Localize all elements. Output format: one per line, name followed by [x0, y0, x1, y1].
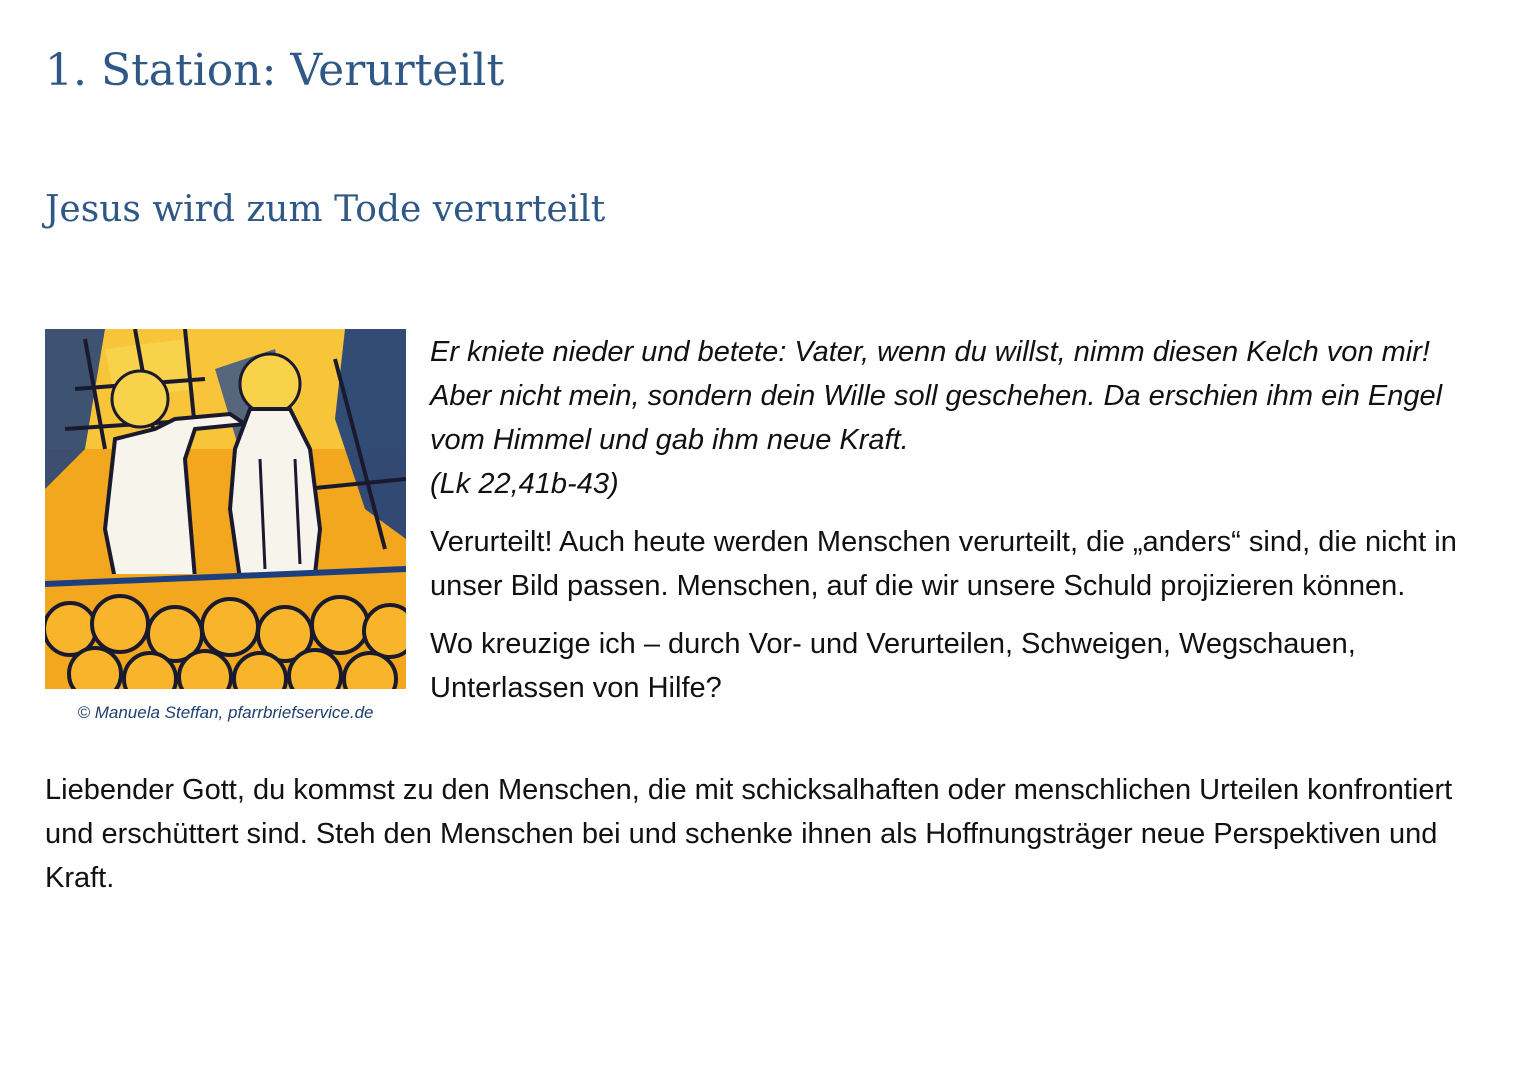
content-column	[430, 330, 1480, 724]
painting-image	[45, 329, 406, 689]
prayer-paragraph: Liebender Gott, du kommst zu den Menschen, die mit schicksalhaften oder menschlichen Urteilen konfrontiert und erschüttert sind. Steh den Menschen bei und schenke ihnen als Hoffnungsträger neue Perspektiven und Kraft.	[45, 774, 1453, 894]
reflection-paragraph: Verurteilt! Auch heute werden Menschen verurteilt, die „anders“ sind, die nicht in unser Bild passen. Menschen, auf die wir unsere Schuld projizieren können.	[430, 526, 1457, 602]
page-title: 1. Station: Verurteilt	[45, 45, 505, 96]
quote-text: Er kniete nieder und betete: Vater, wenn du willst, nimm diesen Kelch von mir! Aber nicht mein, sondern dein Wille soll geschehen. Da erschien ihm ein Engel vom Himmel und gab ihm neue Kraft.	[430, 336, 1443, 456]
image-caption: © Manuela Steffan, pfarrbriefservice.de	[77, 703, 374, 722]
bible-quote	[430, 330, 1480, 506]
quote-reference: (Lk 22,41b-43)	[430, 468, 619, 500]
page-subtitle: Jesus wird zum Tode verurteilt	[45, 189, 606, 230]
figure	[45, 329, 406, 723]
question-paragraph: Wo kreuzige ich – durch Vor- und Verurteilen, Schweigen, Wegschauen, Unterlassen von Hilfe?	[430, 628, 1356, 704]
